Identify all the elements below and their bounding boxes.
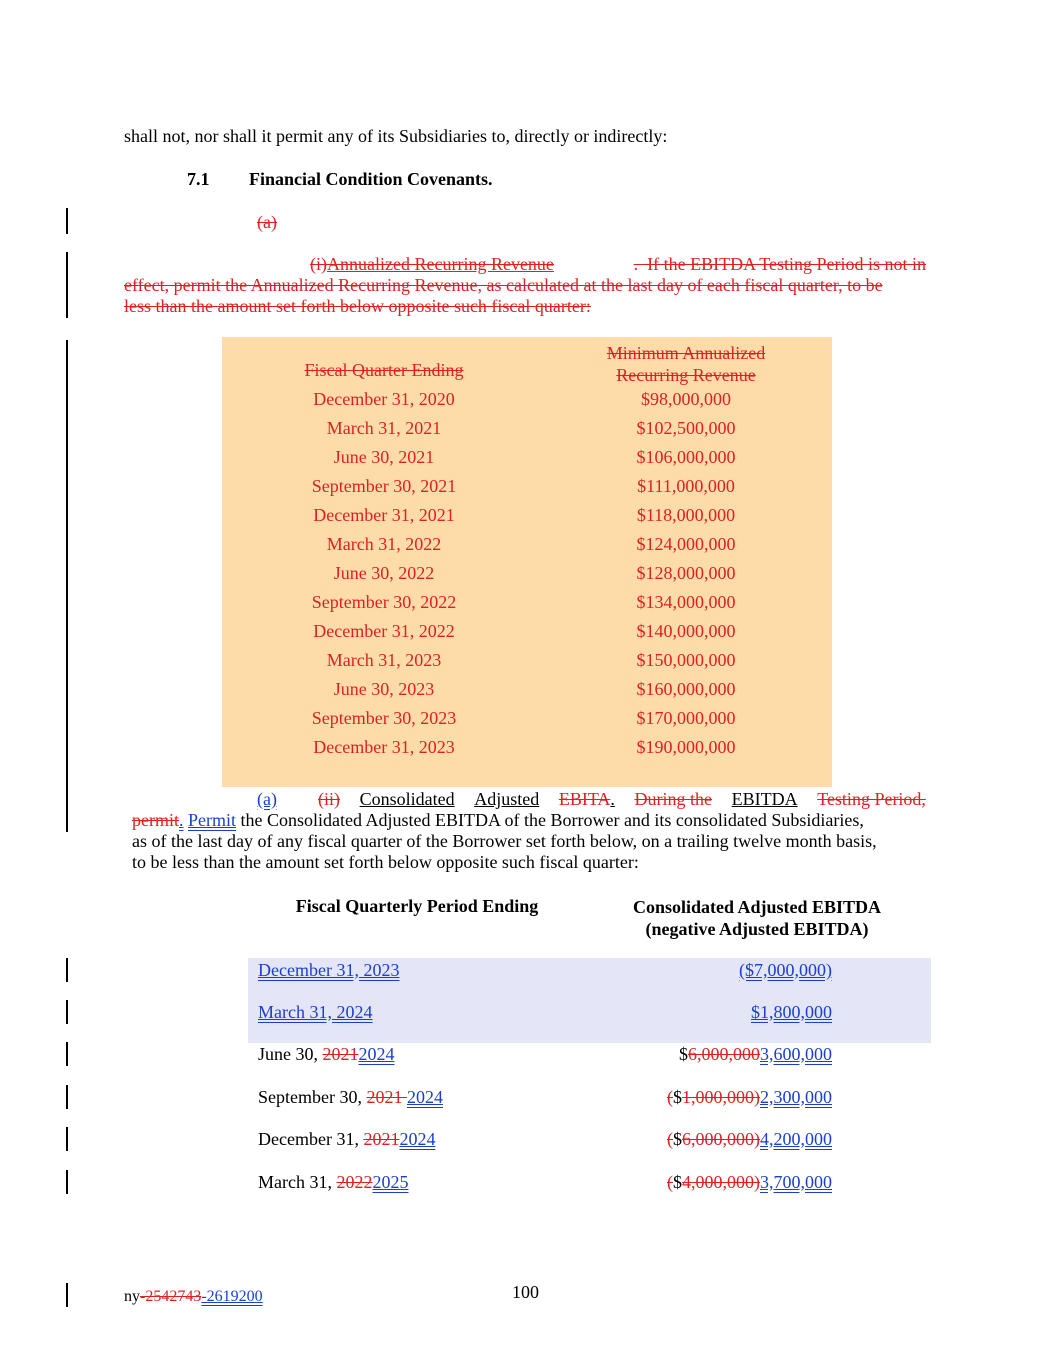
arr-heading: Annualized Recurring Revenue bbox=[327, 254, 554, 274]
ebitda-paragraph-line1 bbox=[318, 789, 926, 810]
ebitda-table-row bbox=[258, 1087, 832, 1111]
inserted-dot: . bbox=[179, 810, 184, 830]
arr-table-row bbox=[222, 563, 832, 592]
arr-paragraph-line2: effect, permit the Annualized Recurring Revenue, as calculated at the last day of each fiscal quarter, to be bbox=[124, 275, 883, 295]
section-number: 7.1 bbox=[187, 169, 210, 189]
ebitda-row-quarter: March 31, 20222025 bbox=[258, 1172, 409, 1192]
arr-paragraph-line3: less than the amount set forth below opposite such fiscal quarter: bbox=[124, 296, 591, 316]
change-bar bbox=[66, 958, 68, 982]
ebitda-table-header-amount-line1: Consolidated Adjusted EBITDA bbox=[632, 897, 882, 917]
ebitda-row-amount: ($7,000,000) bbox=[739, 960, 832, 980]
arr-row-amount: $128,000,000 bbox=[636, 563, 736, 583]
arr-row-quarter: December 31, 2021 bbox=[313, 505, 455, 525]
arr-table-row bbox=[222, 679, 832, 708]
arr-table-header-quarter: Fiscal Quarter Ending bbox=[304, 360, 464, 380]
ebitda-row-amount: ($6,000,000)4,200,000 bbox=[667, 1129, 832, 1149]
intro-text: shall not, nor shall it permit any of its Subsidiaries to, directly or indirectly: bbox=[124, 126, 668, 146]
arr-row-amount: $124,000,000 bbox=[636, 534, 736, 554]
change-bar bbox=[66, 1127, 68, 1151]
arr-row-amount: $98,000,000 bbox=[641, 389, 731, 409]
change-bar bbox=[66, 340, 68, 832]
change-bar bbox=[66, 1000, 68, 1024]
arr-table-row bbox=[222, 621, 832, 650]
arr-row-quarter: September 30, 2022 bbox=[311, 592, 457, 612]
ebitda-table-header-amount bbox=[600, 896, 914, 940]
inserted-permit: Permit bbox=[188, 810, 236, 830]
arr-row-amount: $190,000,000 bbox=[636, 737, 736, 757]
arr-table-row bbox=[222, 650, 832, 679]
ebitda-table-row bbox=[258, 960, 832, 984]
ebitda-table-header-amount-line2: (negative Adjusted EBITDA) bbox=[645, 919, 869, 939]
deleted-permit: permit bbox=[132, 810, 179, 830]
arr-row-amount: $118,000,000 bbox=[636, 505, 736, 525]
arr-table-row bbox=[222, 505, 832, 534]
arr-table-row bbox=[222, 418, 832, 447]
arr-line1-rest: . If the EBITDA Testing Period is not in bbox=[633, 254, 926, 274]
arr-row-quarter: March 31, 2022 bbox=[326, 534, 442, 554]
inserted-a-label: (a) bbox=[257, 789, 277, 809]
word-ebitda: EBITDA bbox=[731, 789, 798, 809]
deleted-testing-period: Testing Period, bbox=[817, 789, 926, 809]
footer-doc-number: ny-2542743-2619200 bbox=[124, 1288, 263, 1305]
arr-table bbox=[222, 337, 832, 787]
arr-row-amount: $106,000,000 bbox=[636, 447, 736, 467]
arr-row-quarter: March 31, 2021 bbox=[326, 418, 442, 438]
arr-row-quarter: December 31, 2023 bbox=[313, 737, 455, 757]
arr-row-quarter: September 30, 2023 bbox=[311, 708, 457, 728]
arr-table-row bbox=[222, 534, 832, 563]
change-bar bbox=[66, 1042, 68, 1066]
arr-row-quarter: June 30, 2023 bbox=[333, 679, 435, 699]
arr-row-amount: $140,000,000 bbox=[636, 621, 736, 641]
ebitda-row-amount: $1,800,000 bbox=[751, 1002, 832, 1022]
ebitda-row-amount: ($1,000,000)2,300,000 bbox=[667, 1087, 832, 1107]
arr-row-quarter: March 31, 2023 bbox=[326, 650, 442, 670]
arr-row-amount: $150,000,000 bbox=[636, 650, 736, 670]
change-bar bbox=[66, 1085, 68, 1109]
word-consolidated: Consolidated bbox=[359, 789, 455, 809]
arr-row-amount: $134,000,000 bbox=[636, 592, 736, 612]
word-adjusted: Adjusted bbox=[474, 789, 540, 809]
ebitda-row-amount: ($4,000,000)3,700,000 bbox=[667, 1172, 832, 1192]
deleted-ebita: EBITA bbox=[558, 789, 611, 809]
ebitda-table-row bbox=[258, 1002, 832, 1026]
arr-row-quarter: September 30, 2021 bbox=[311, 476, 457, 496]
arr-row-quarter: December 31, 2020 bbox=[313, 389, 455, 409]
change-bar bbox=[66, 1283, 68, 1307]
ebitda-table-row bbox=[258, 1172, 832, 1196]
arr-table-header-amount bbox=[546, 342, 826, 386]
arr-row-amount: $102,500,000 bbox=[636, 418, 736, 438]
arr-table-header-amount-line1: Minimum Annualized bbox=[606, 343, 766, 363]
arr-prefix: (i) bbox=[310, 254, 327, 274]
page-number: 100 bbox=[512, 1282, 539, 1302]
arr-row-amount: $160,000,000 bbox=[636, 679, 736, 699]
arr-row-amount: $111,000,000 bbox=[637, 476, 735, 496]
section-title: Financial Condition Covenants. bbox=[249, 169, 493, 189]
arr-row-quarter: June 30, 2022 bbox=[333, 563, 435, 583]
arr-row-quarter: June 30, 2021 bbox=[333, 447, 435, 467]
ebitda-table-row bbox=[258, 1044, 832, 1068]
arr-table-row bbox=[222, 737, 832, 766]
arr-paragraph-line1 bbox=[310, 254, 926, 275]
arr-table-row bbox=[222, 447, 832, 476]
deleted-during-the: During the bbox=[634, 789, 712, 809]
arr-table-row bbox=[222, 476, 832, 505]
ebitda-row-quarter: March 31, 2024 bbox=[258, 1002, 373, 1022]
arr-row-amount: $170,000,000 bbox=[636, 708, 736, 728]
ebitda-paragraph-line3: as of the last day of any fiscal quarter of the Borrower set forth below, on a trailing twelve month basis, bbox=[132, 831, 877, 851]
ebitda-row-quarter: December 31, 2023 bbox=[258, 960, 400, 980]
ebitda-row-amount: $6,000,0003,600,000 bbox=[679, 1044, 832, 1064]
ebitda-paragraph-line2 bbox=[132, 810, 864, 831]
dot: . bbox=[610, 789, 615, 809]
arr-table-header-amount-line2: Recurring Revenue bbox=[616, 365, 756, 385]
change-bar bbox=[66, 252, 68, 318]
ebitda-table-header-quarter: Fiscal Quarterly Period Ending bbox=[295, 896, 539, 916]
ebitda-row-quarter: June 30, 20212024 bbox=[258, 1044, 395, 1064]
ebitda-table-row bbox=[258, 1129, 832, 1153]
ebitda-row-quarter: September 30, 2021 2024 bbox=[258, 1087, 443, 1107]
ebitda-paragraph-line4: to be less than the amount set forth below opposite such fiscal quarter: bbox=[132, 852, 639, 872]
deleted-ii: (ii) bbox=[318, 789, 340, 809]
arr-table-row bbox=[222, 708, 832, 737]
change-bar bbox=[66, 208, 68, 234]
arr-table-row bbox=[222, 592, 832, 621]
arr-table-row bbox=[222, 389, 832, 418]
change-bar bbox=[66, 1170, 68, 1194]
arr-row-quarter: December 31, 2022 bbox=[313, 621, 455, 641]
ebitda-row-quarter: December 31, 20212024 bbox=[258, 1129, 436, 1149]
ebitda-line2-rest: the Consolidated Adjusted EBITDA of the Borrower and its consolidated Subsidiaries, bbox=[240, 810, 864, 830]
deleted-a-label: (a) bbox=[257, 212, 277, 232]
